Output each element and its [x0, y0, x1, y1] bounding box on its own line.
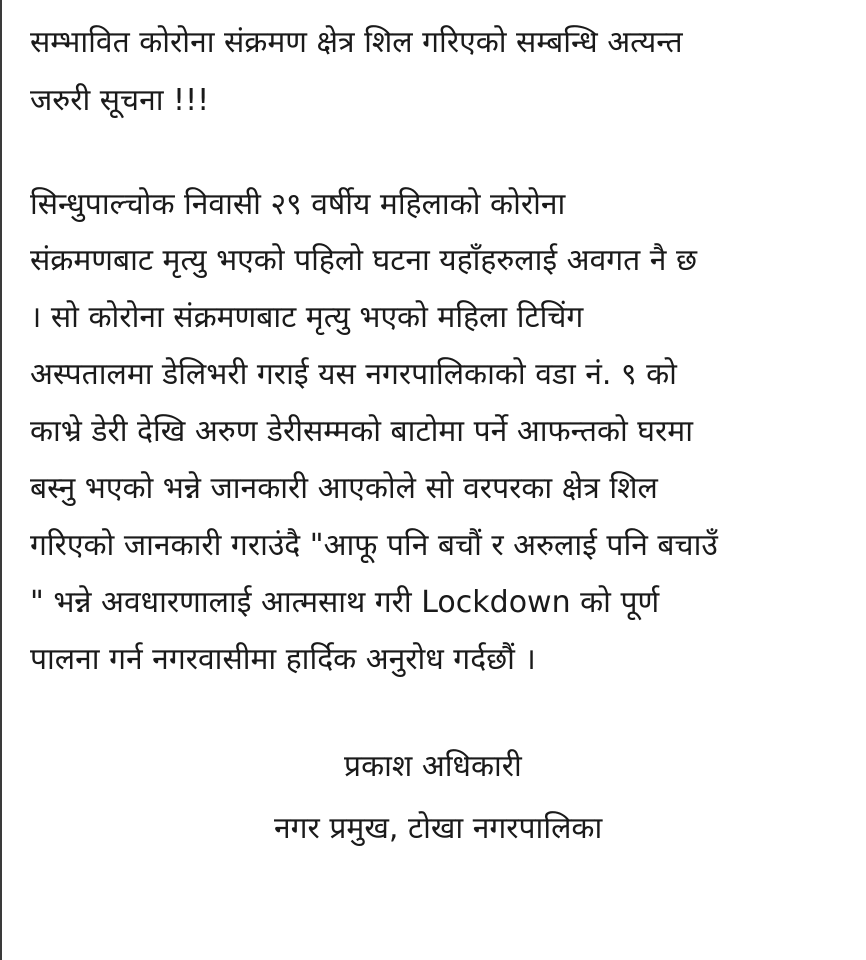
notice-body-line-2: संक्रमणबाट मृत्यु भएको पहिलो घटना यहाँहरुलाई अवगत नै छ — [30, 243, 697, 278]
notice-title-line-1: सम्भावित कोरोना संक्रमण क्षेत्र शिल गरिएको सम्बन्धि अत्यन्त — [30, 25, 683, 60]
signature-name: प्रकाश अधिकारी — [344, 749, 522, 784]
notice-body-line-9: पालना गर्न नगरवासीमा हार्दिक अनुरोध गर्दछौं । — [30, 642, 536, 677]
notice-body-line-5: काभ्रे डेरी देखि अरुण डेरीसम्मको बाटोमा पर्ने आफन्तको घरमा — [30, 414, 693, 449]
notice-body-line-8: " भन्ने अवधारणालाई आत्मसाथ गरी Lockdown को पूर्ण — [30, 585, 660, 620]
notice-title-line-2: जरुरी सूचना !!! — [30, 83, 210, 118]
signature-designation: नगर प्रमुख, टोखा नगरपालिका — [274, 811, 603, 846]
notice-body-line-3: । सो कोरोना संक्रमणबाट मृत्यु भएको महिला टिचिंग — [30, 300, 584, 335]
notice-body-line-6: बस्नु भएको भन्ने जानकारी आएकोले सो वरपरका क्षेत्र शिल — [30, 471, 658, 506]
notice-body-line-7: गरिएको जानकारी गराउंदै "आफू पनि बचौं र अरुलाई पनि बचाउँ — [30, 528, 718, 563]
notice-body-line-4: अस्पतालमा डेलिभरी गराई यस नगरपालिकाको वडा नं. ९ को — [30, 357, 677, 392]
notice-body-line-1: सिन्धुपाल्चोक निवासी २९ वर्षीय महिलाको कोरोना — [30, 187, 566, 222]
